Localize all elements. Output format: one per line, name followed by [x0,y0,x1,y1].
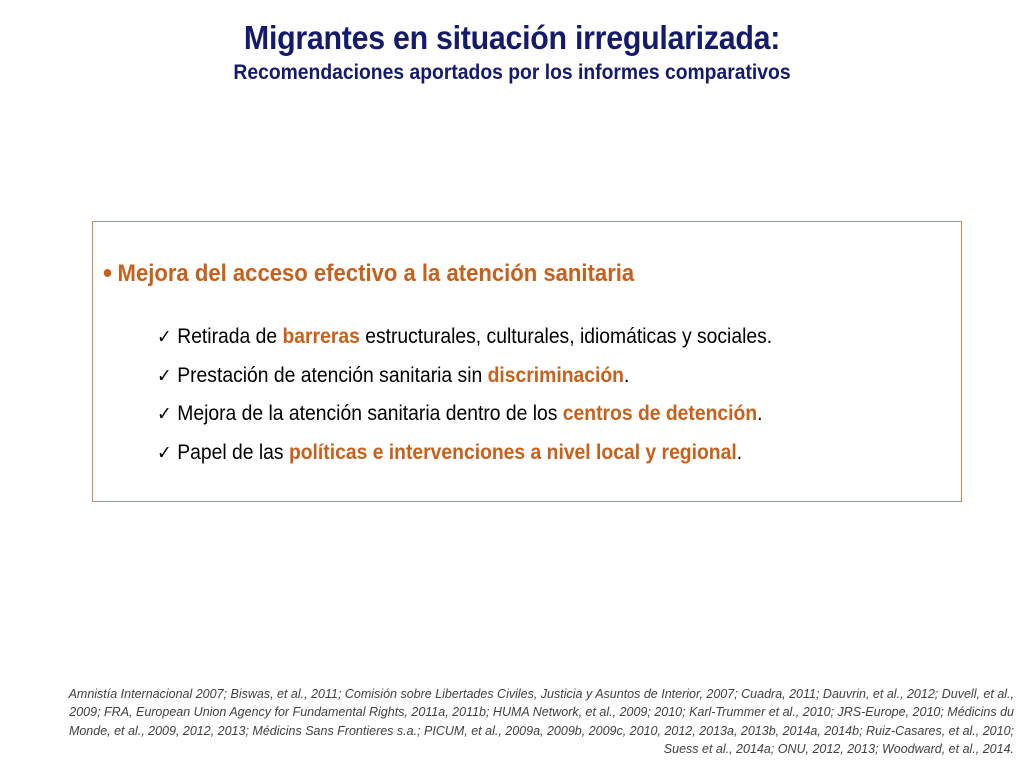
item-highlight: discriminación [487,363,624,387]
list-item [157,318,772,357]
item-text: . [736,440,743,464]
item-text: . [623,363,630,387]
list-item [157,357,772,396]
box-heading-text: Mejora del acceso efectivo a la atención sanitaria [117,260,635,287]
item-text: Retirada de [177,325,283,348]
page-title: Migrantes en situación irregularizada: [243,19,781,56]
item-highlight: políticas e intervenciones a nivel local y regional [288,440,737,464]
checkmark-icon: ✓ [157,365,172,387]
item-text: Mejora de la atención sanitaria dentro de los [177,402,563,425]
reference-line: Monde, et al., 2009, 2012, 2013; Médicins Sans Frontieres s.a.; PICUM, et al., 2009a, 2009b, 2009c, 2010, 2012, 2013a, 2013b, 2014a, 2014b; Ruiz-Casares, et al., 2010; [68,723,1014,738]
bullet-icon: • [103,257,113,288]
item-text: . [757,402,763,425]
checkmark-icon: ✓ [157,442,172,464]
item-highlight: centros de detención [562,402,758,425]
checkmark-icon: ✓ [157,327,172,348]
checkmark-icon: ✓ [157,404,172,425]
box-heading [103,256,634,288]
list-item [157,434,772,473]
item-text: Papel de las [177,440,289,464]
reference-line: Amnistía Internacional 2007; Biswas, et al., 2011; Comisión sobre Libertades Civiles, Justicia y Asuntos de Interior, 2007; Cuadra, 2011; Dauvrin, et al., 2012; Duvell, et al., [68,687,1014,701]
list-item [157,395,772,434]
reference-line: 2009; FRA, European Union Agency for Fundamental Rights, 2011a, 2011b; HUMA Network, et al., 2009; 2010; Karl-Trummer et al., 2010; JRS-Europe, 2010; Médicins du [69,705,1014,720]
item-text: Prestación de atención sanitaria sin [177,363,488,387]
title-block [0,18,1024,86]
item-text: estructurales, culturales, idiomáticas y sociales. [359,325,773,348]
page-subtitle: Recomendaciones aportados por los informes comparativos [233,61,791,84]
references [20,685,1014,758]
recommendation-list [157,318,826,472]
reference-line: Suess et al., 2014a; ONU, 2012, 2013; Woodward, et al., 2014. [663,741,1014,756]
item-highlight: barreras [282,325,360,348]
